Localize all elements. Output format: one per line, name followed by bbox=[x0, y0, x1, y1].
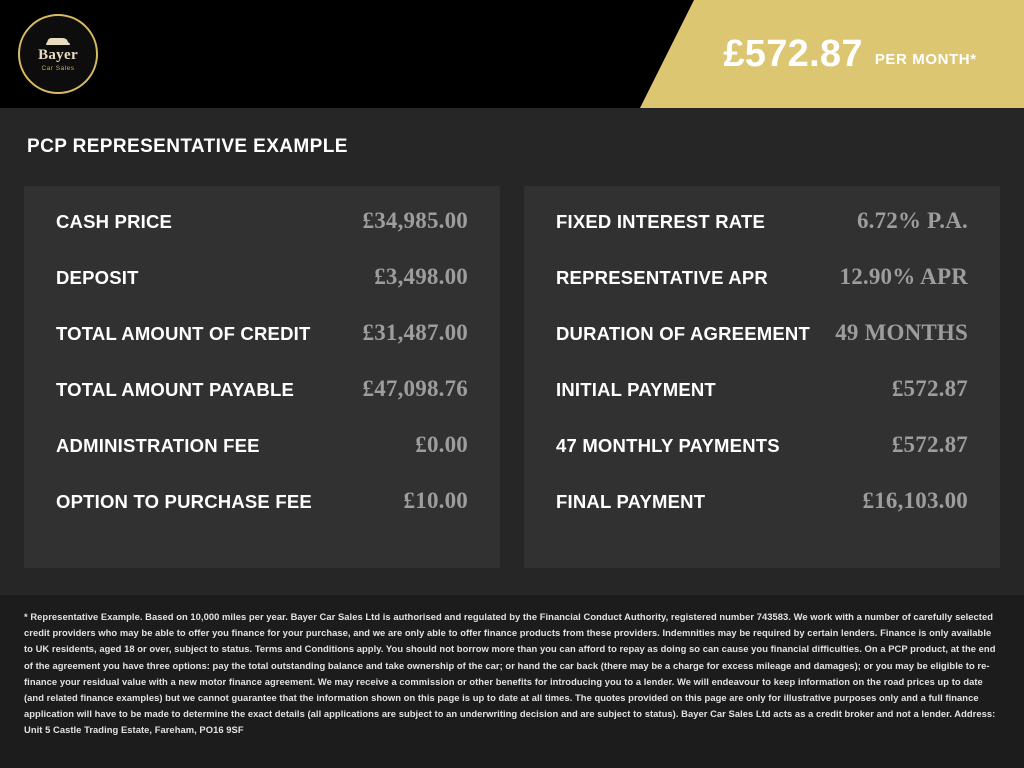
table-row bbox=[56, 208, 468, 264]
header bbox=[0, 0, 1024, 108]
row-value: £16,103.00 bbox=[862, 488, 968, 513]
row-label: INITIAL PAYMENT bbox=[556, 379, 716, 400]
row-value: 49 MONTHS bbox=[835, 320, 968, 345]
row-label: FINAL PAYMENT bbox=[556, 491, 706, 512]
table-row bbox=[556, 264, 968, 320]
row-value: £47,098.76 bbox=[362, 376, 468, 401]
table-row bbox=[56, 432, 468, 488]
row-value: £3,498.00 bbox=[374, 264, 468, 289]
logo-sub-text: Car Sales bbox=[41, 65, 75, 72]
monthly-price-period: PER MONTH* bbox=[874, 50, 977, 68]
row-label: DURATION OF AGREEMENT bbox=[556, 323, 810, 344]
row-label: TOTAL AMOUNT OF CREDIT bbox=[56, 323, 311, 344]
row-label: OPTION TO PURCHASE FEE bbox=[56, 491, 312, 512]
monthly-price-banner bbox=[694, 0, 1024, 108]
row-value: £572.87 bbox=[891, 432, 968, 457]
row-value: £572.87 bbox=[891, 376, 968, 401]
brand-logo[interactable] bbox=[18, 14, 98, 94]
row-value: 6.72% P.A. bbox=[856, 208, 968, 233]
finance-panel-left bbox=[24, 186, 500, 568]
row-value: £31,487.00 bbox=[362, 320, 468, 345]
car-icon bbox=[45, 36, 71, 47]
row-value: £10.00 bbox=[403, 488, 468, 513]
row-value: 12.90% APR bbox=[839, 264, 968, 289]
footer bbox=[0, 595, 1024, 768]
row-label: ADMINISTRATION FEE bbox=[56, 435, 260, 456]
row-label: TOTAL AMOUNT PAYABLE bbox=[56, 379, 295, 400]
finance-panel-right bbox=[524, 186, 1000, 568]
page-title: PCP REPRESENTATIVE EXAMPLE bbox=[27, 136, 348, 157]
table-row bbox=[556, 432, 968, 488]
table-row bbox=[556, 488, 968, 544]
logo-brand-text: Bayer bbox=[38, 47, 78, 63]
row-label: REPRESENTATIVE APR bbox=[556, 267, 768, 288]
table-row bbox=[56, 320, 468, 376]
row-label: FIXED INTEREST RATE bbox=[556, 211, 766, 232]
table-row bbox=[556, 376, 968, 432]
table-row bbox=[556, 208, 968, 264]
row-value: £34,985.00 bbox=[362, 208, 468, 233]
logo-circle bbox=[18, 14, 98, 94]
row-label: DEPOSIT bbox=[56, 267, 139, 288]
row-value: £0.00 bbox=[415, 432, 468, 457]
monthly-price-amount: £572.87 bbox=[723, 33, 863, 75]
table-row bbox=[56, 488, 468, 544]
table-row bbox=[556, 320, 968, 376]
disclaimer-text: * Representative Example. Based on 10,000 miles per year. Bayer Car Sales Ltd is authorised and regulated by the Financial Conduct Authority, registered number 743583. We work with a number of carefully selected credit providers who may be able to offer you finance for your purchase, and we are only able to offer finance products from these providers. Indemnities may be required by certain lenders. Finance is only available to UK residents, aged 18 or over, subject to status. Terms and Conditions apply. You should not borrow more than you can afford to repay as doing so can cause you financial difficulties. On a PCP product, at the end of the agreement you have three options: pay the total outstanding balance and take ownership of the car; or hand the car back (there may be a charge for excess mileage and damages); or you may be eligible to re-finance your residual value with a new motor finance agreement. We may receive a commission or other benefits for introducing you to a lender. We will endeavour to keep information on the road prices up to date (and related finance examples) but we cannot guarantee that the information shown on this page is up to date at all times. The quotes provided on this page are only for illustrative purposes only and a full finance application will have to be made to determine the exact details (all applications are subject to an underwriting decision and are subject to status). Bayer Car Sales Ltd acts as a credit broker and not a lender. Address: Unit 5 Castle Trading Estate, Fareham, PO16 9SF bbox=[24, 611, 996, 736]
table-row bbox=[56, 376, 468, 432]
row-label: 47 MONTHLY PAYMENTS bbox=[556, 435, 780, 456]
row-label: CASH PRICE bbox=[56, 211, 173, 232]
finance-panels bbox=[24, 186, 1000, 568]
main-content bbox=[0, 108, 1024, 595]
table-row bbox=[56, 264, 468, 320]
